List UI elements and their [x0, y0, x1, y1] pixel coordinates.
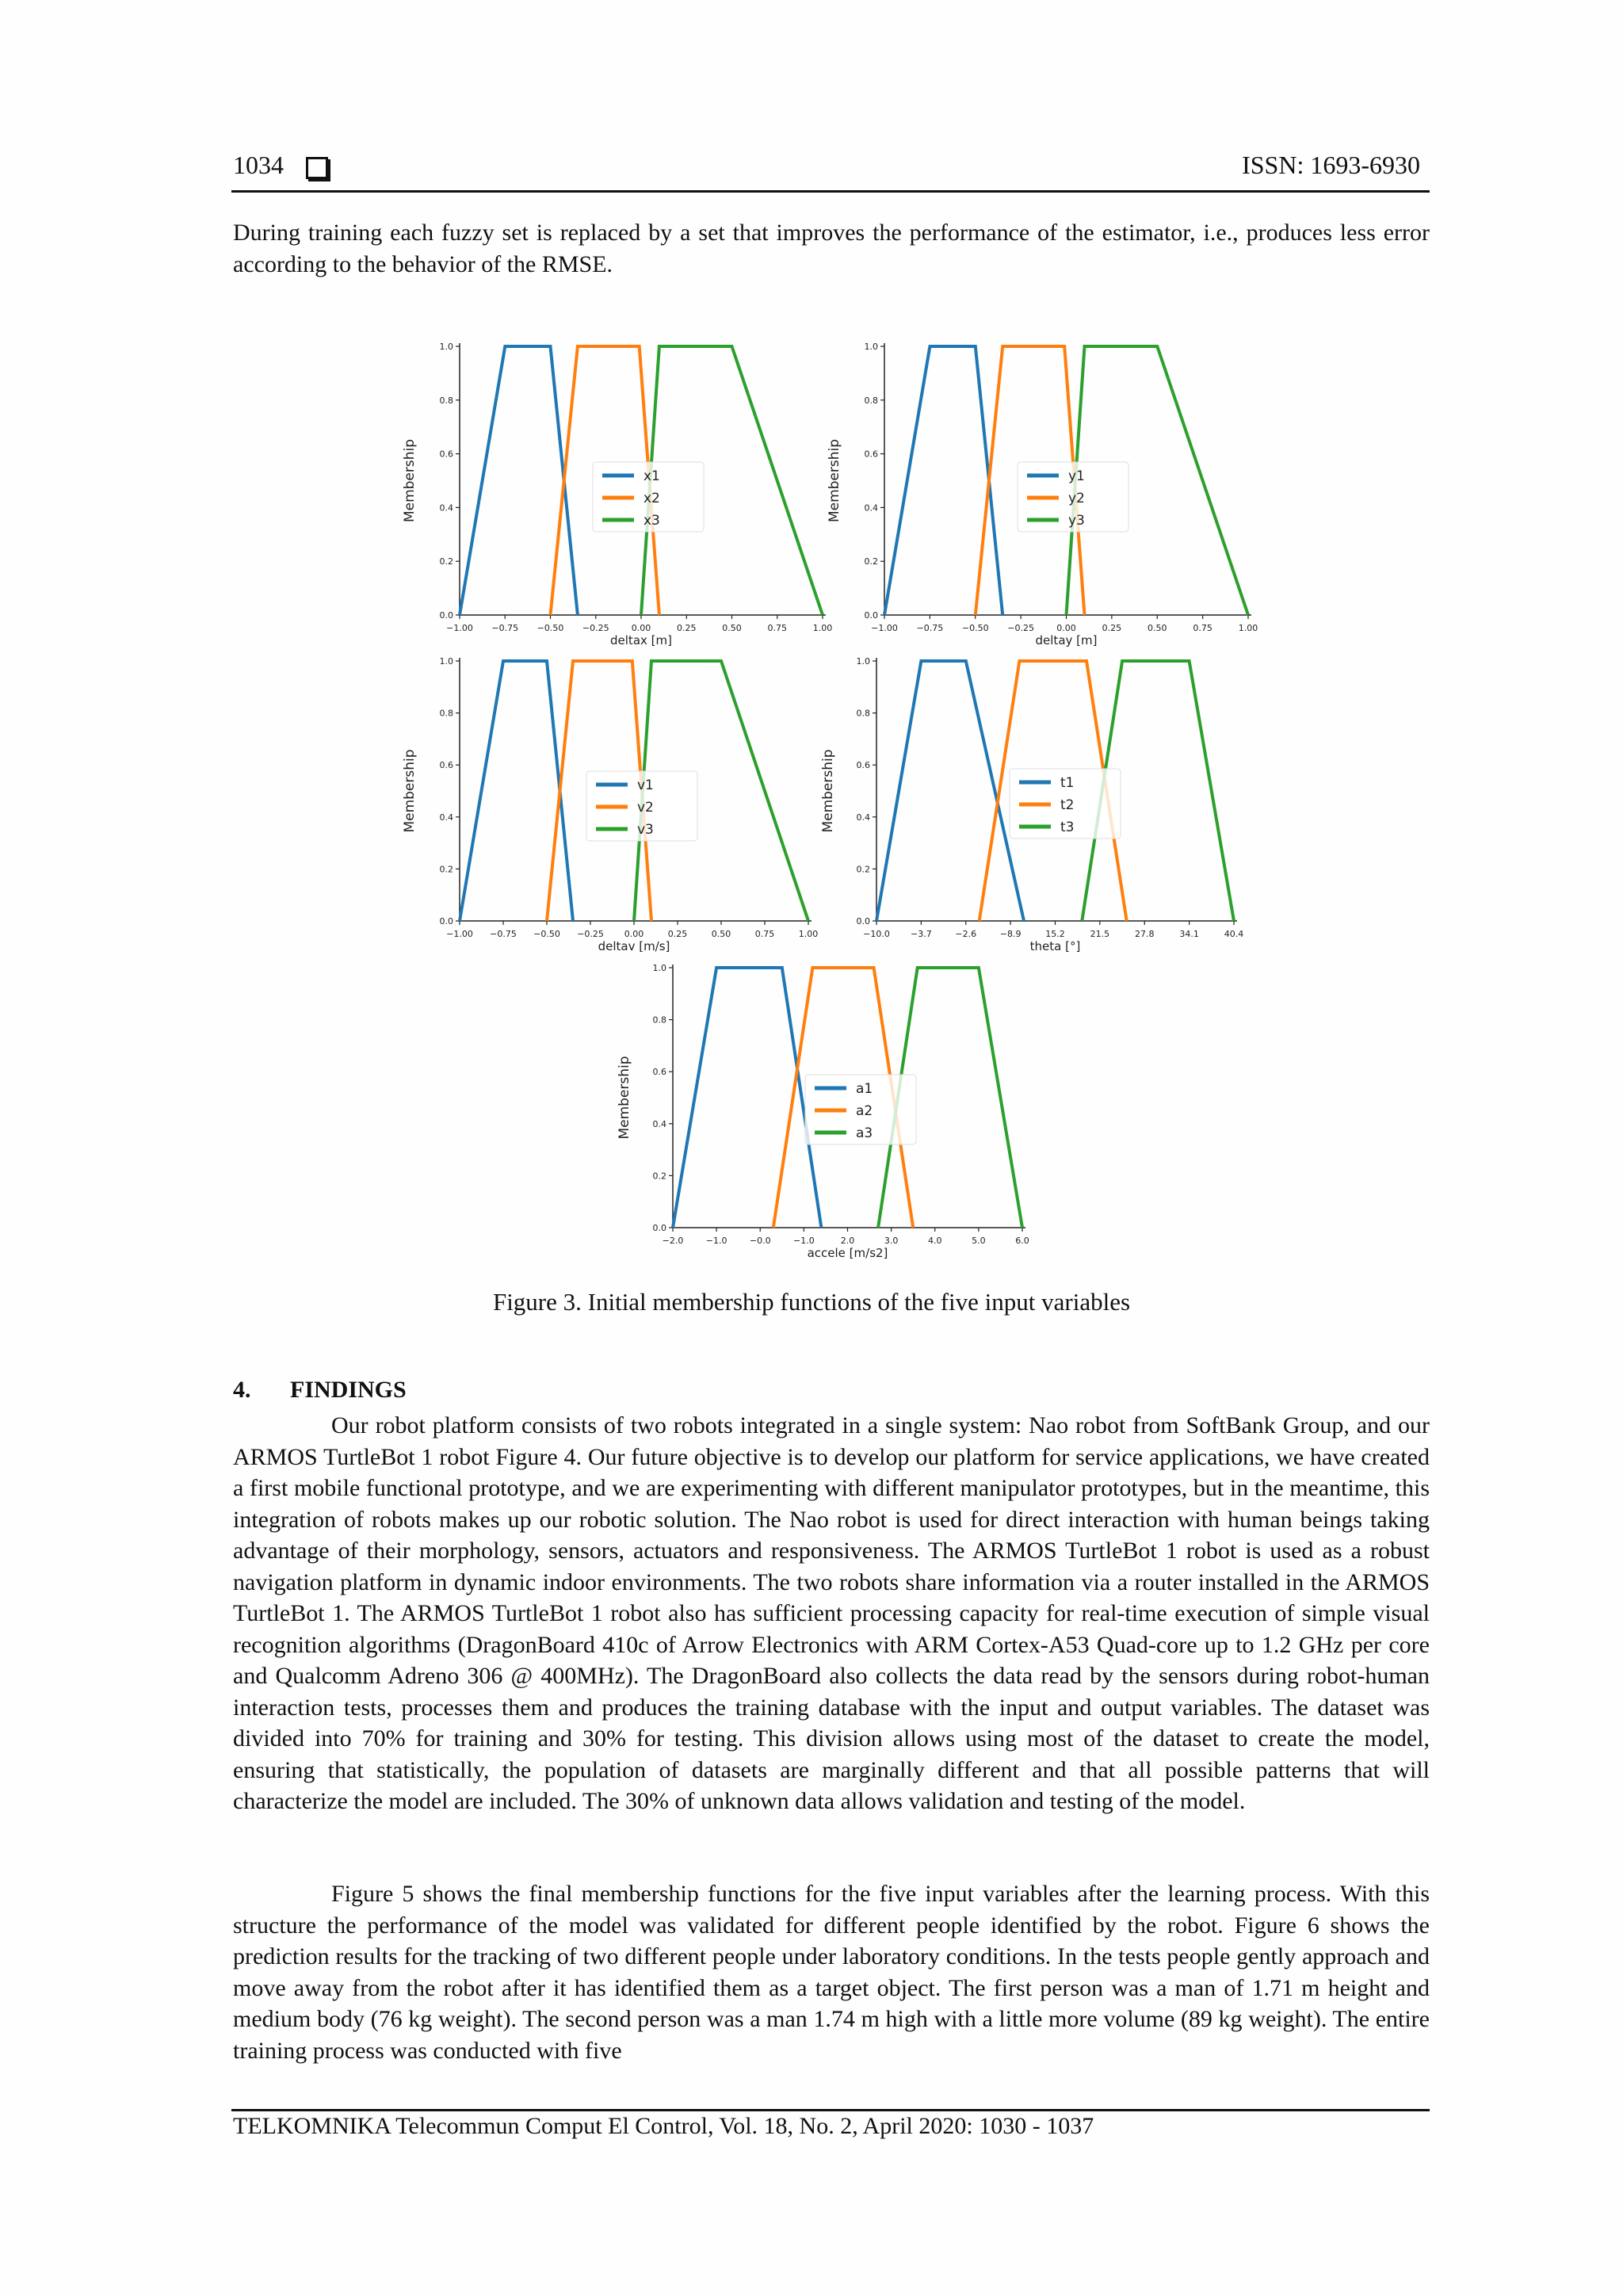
y-axis-label: Membership: [820, 749, 836, 833]
footer-journal: TELKOMNIKA Telecommun Comput El Control, Vol. 18, No. 2, April 2020: 1030 - 1037: [233, 2113, 1094, 2139]
legend-label-t3: t3: [1060, 819, 1075, 835]
legend-label-y3: y3: [1068, 513, 1085, 529]
legend-label-a1: a1: [856, 1081, 873, 1097]
legend-label-x2: x2: [643, 491, 660, 506]
x-tick-label: −2.0: [662, 1236, 684, 1246]
x-tick-label: 0.00: [624, 929, 644, 939]
y-tick-label: 1.0: [439, 342, 453, 352]
x-axis-label: theta [°]: [1029, 939, 1081, 953]
y-tick-label: 0.4: [856, 812, 870, 823]
y-tick-label: 0.4: [864, 502, 878, 514]
section-number: 4.: [233, 1377, 251, 1403]
y-axis-label: Membership: [402, 438, 418, 523]
x-tick-label: 0.25: [1102, 623, 1122, 633]
x-tick-label: 0.25: [667, 929, 688, 939]
x-tick-label: 0.50: [711, 929, 731, 939]
y-tick-label: 0.2: [439, 556, 453, 567]
x-tick-label: −0.50: [533, 929, 560, 939]
paragraph-1: Our robot platform consists of two robots integrated in a single system: Nao robot from SoftBank Group, and our ARMOS TurtleBot 1 robot Figure 4. Our future objective is to develop our platform for service applications, we have created a first mobile functional prototype, and we are experimenting with different manipulator prototypes, but in the meantime, this integration of robots makes up our robotic solution. The Nao robot is used for direct interaction with human beings taking advantage of their morphology, sensors, actuators and responsiveness. The ARMOS TurtleBot 1 robot is used as a robust navigation platform in dynamic indoor environments. The two robots share information via a router installed in the ARMOS TurtleBot 1. The ARMOS TurtleBot 1 robot also has sufficient processing capacity for real-time execution of simple visual recognition algorithms (DragonBoard 410c of Arrow Electronics with ARM Cortex-A53 Quad-core up to 1.2 GHz per core and Qualcomm Adreno 306 @ 400MHz). The DragonBoard also collects the data read by the sensors during robot-human interaction tests, processes them and produces the training database with the input and output variables. The dataset was divided into 70% for training and 30% for testing. This division allows using most of the dataset to create the model, ensuring that statistically, the population of datasets are marginally different and that all possible patterns that will characterize the model are included. The 30% of unknown data allows validation and testing of the model.: [233, 1412, 1430, 1814]
x-tick-label: −1.00: [871, 623, 898, 633]
x-tick-label: 1.00: [812, 623, 833, 633]
y-tick-label: 0.2: [439, 864, 453, 875]
y-tick-label: 0.0: [439, 916, 453, 926]
x-tick-label: −0.75: [491, 623, 519, 633]
x-tick-label: −0.50: [961, 623, 989, 633]
x-tick-label: 21.5: [1090, 929, 1110, 939]
x-tick-label: −1.00: [446, 929, 473, 939]
x-tick-label: 1.00: [1238, 623, 1258, 633]
legend-label-v1: v1: [637, 777, 654, 793]
page-number: 1034: [233, 151, 284, 179]
y-tick-label: 0.6: [864, 449, 878, 460]
x-tick-label: −8.9: [999, 929, 1022, 939]
y-tick-label: 0.6: [652, 1067, 666, 1078]
x-tick-label: 5.0: [972, 1236, 986, 1246]
y-tick-label: 1.0: [864, 342, 878, 352]
paragraph-2: Figure 5 shows the final membership functions for the five input variables after the learning process. With this structure the performance of the model was validated for different people identified by the robot. Figure 6 shows the prediction results for the tracking of two different people under laboratory conditions. In the tests people gently approach and move away from the robot after it has identified them as a target object. The first person was a man of 1.71 m height and medium body (76 kg weight). The second person was a man 1.74 m high with a little more volume (89 kg weight). The entire training process was conducted with five: [233, 1881, 1430, 2064]
y-tick-label: 1.0: [856, 656, 870, 667]
x-tick-label: −0.25: [577, 929, 604, 939]
legend-label-a2: a2: [856, 1103, 873, 1119]
legend-label-a3: a3: [856, 1125, 873, 1141]
x-tick-label: 0.75: [1193, 623, 1212, 633]
y-tick-label: 0.4: [652, 1118, 666, 1129]
x-tick-label: 0.00: [631, 623, 651, 633]
x-tick-label: 4.0: [928, 1236, 942, 1246]
x-tick-label: 27.8: [1135, 929, 1155, 939]
y-tick-label: 0.8: [439, 395, 453, 406]
y-tick-label: 0.6: [856, 760, 870, 771]
y-tick-label: 0.8: [864, 395, 878, 406]
x-tick-label: −0.75: [916, 623, 944, 633]
x-tick-label: −2.6: [955, 929, 977, 939]
x-tick-label: −0.75: [490, 929, 517, 939]
x-tick-label: 0.75: [754, 929, 775, 939]
legend-label-v2: v2: [637, 800, 654, 816]
issn: ISSN: 1693-6930: [1242, 151, 1420, 179]
x-axis-label: deltax [m]: [610, 633, 672, 648]
y-tick-label: 0.0: [439, 610, 453, 621]
y-axis-label: Membership: [827, 438, 842, 523]
legend-label-x1: x1: [643, 468, 660, 484]
y-tick-label: 0.0: [864, 610, 878, 621]
y-tick-label: 1.0: [652, 963, 666, 973]
y-tick-label: 0.2: [864, 556, 878, 567]
section-title: FINDINGS: [290, 1377, 407, 1403]
x-tick-label: 2.0: [840, 1236, 855, 1246]
y-tick-label: 0.4: [439, 812, 453, 823]
y-tick-label: 0.8: [652, 1014, 666, 1026]
x-tick-label: −1.0: [705, 1236, 727, 1246]
y-axis-label: Membership: [402, 749, 418, 833]
x-tick-label: −0.0: [749, 1236, 771, 1246]
x-tick-label: −0.25: [1007, 623, 1034, 633]
x-tick-label: 34.1: [1179, 929, 1199, 939]
x-tick-label: 1.00: [798, 929, 819, 939]
y-tick-label: 1.0: [439, 656, 453, 667]
legend-label-x3: x3: [643, 513, 660, 529]
x-tick-label: −10.0: [863, 929, 890, 939]
y-tick-label: 0.4: [439, 502, 453, 514]
footer-rule: [231, 2109, 1430, 2111]
legend-label-y1: y1: [1068, 468, 1085, 484]
y-axis-label: Membership: [617, 1056, 632, 1140]
y-tick-label: 0.0: [856, 916, 870, 926]
y-tick-label: 0.0: [652, 1223, 666, 1233]
x-tick-label: 0.50: [722, 623, 742, 633]
x-axis-label: deltay [m]: [1035, 633, 1098, 648]
x-tick-label: −1.00: [446, 623, 473, 633]
intro-paragraph: During training each fuzzy set is replaced by a set that improves the performance of the estimator, i.e., produces less error according to the behavior of the RMSE.: [233, 220, 1430, 277]
x-tick-label: −3.7: [911, 929, 932, 939]
x-tick-label: 3.0: [884, 1236, 899, 1246]
y-tick-label: 0.2: [652, 1171, 666, 1182]
series-line-y1: [884, 346, 1002, 615]
x-tick-label: 6.0: [1015, 1236, 1029, 1246]
y-tick-label: 0.6: [439, 449, 453, 460]
x-axis-label: accele [m/s2]: [807, 1246, 888, 1260]
figure-caption: Figure 3. Initial membership functions of the five input variables: [492, 1288, 1131, 1316]
legend-label-v3: v3: [637, 822, 654, 838]
series-line-x1: [460, 346, 578, 615]
x-tick-label: 40.4: [1224, 929, 1244, 939]
x-tick-label: −0.25: [582, 623, 609, 633]
legend-label-y2: y2: [1068, 491, 1085, 506]
x-tick-label: 0.25: [677, 623, 697, 633]
y-tick-label: 0.8: [856, 708, 870, 719]
series-line-t1: [876, 661, 1024, 921]
x-axis-label: deltav [m/s]: [598, 939, 670, 953]
x-tick-label: −0.50: [537, 623, 564, 633]
x-tick-label: −1.0: [793, 1236, 815, 1246]
x-tick-label: 0.00: [1056, 623, 1076, 633]
y-tick-label: 0.6: [439, 760, 453, 771]
x-tick-label: 15.2: [1045, 929, 1065, 939]
series-line-a1: [673, 968, 821, 1228]
x-tick-label: 0.50: [1148, 623, 1167, 633]
legend-label-t1: t1: [1060, 775, 1075, 791]
x-tick-label: 0.75: [767, 623, 787, 633]
y-tick-label: 0.2: [856, 864, 870, 875]
series-line-v1: [460, 661, 573, 921]
y-tick-label: 0.8: [439, 708, 453, 719]
legend-label-t2: t2: [1060, 797, 1075, 813]
